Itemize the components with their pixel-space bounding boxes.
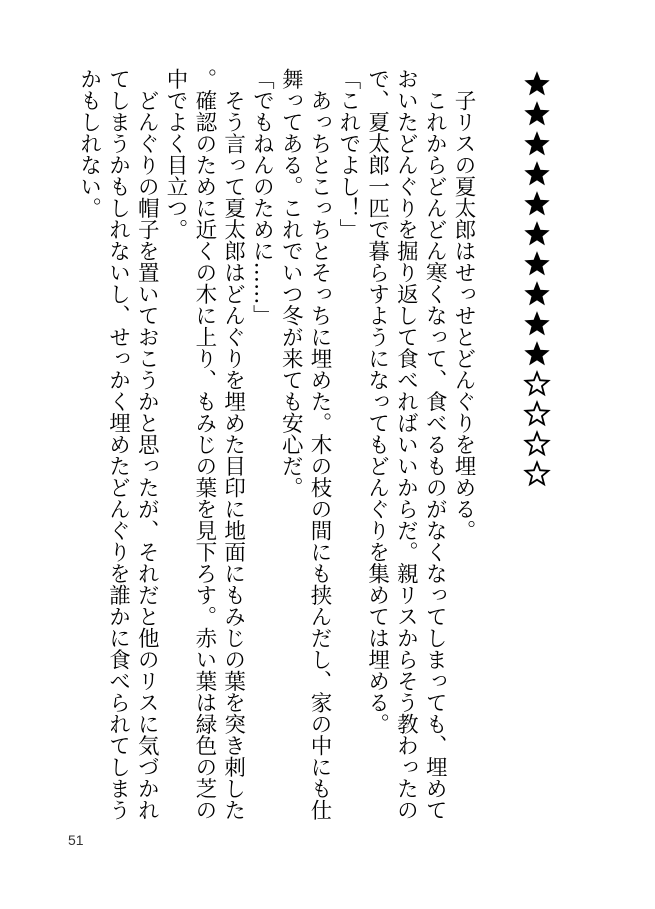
star-filled-icon <box>523 250 551 278</box>
star-filled-icon <box>523 130 551 158</box>
star-filled-icon <box>523 100 551 128</box>
star-outline-icon <box>523 370 551 398</box>
star-outline-icon <box>523 430 551 458</box>
star-outline-icon <box>523 460 551 488</box>
star-filled-icon <box>523 280 551 308</box>
paragraph: どんぐりの帽子を置いておこうかと思ったが、それだと他のリスに気づかれてしまうかもしれないし、せっかく埋めたどんぐりを誰かに食べられてしまうかもしれない。 <box>76 68 160 821</box>
star-filled-icon <box>523 160 551 188</box>
star-outline-icon <box>523 400 551 428</box>
paragraph: そう言って夏太郎はどんぐりを埋めた目印に地面にもみじの葉を突き刺した。確認のために近くの木に上り、もみじの葉を見下ろす。赤い葉は緑色の芝の中でよく目立つ。 <box>163 68 246 821</box>
body-text <box>74 68 477 828</box>
page-number: 51 <box>68 832 84 848</box>
paragraph: 「でもねんのために……」 <box>249 68 275 326</box>
rating-stars <box>520 70 554 490</box>
star-filled-icon <box>523 340 551 368</box>
star-filled-icon <box>523 70 551 98</box>
paragraph: 「これでよし！」 <box>335 68 361 240</box>
paragraph: あっちとこっちとそっちに埋めた。木の枝の間にも挟んだし、家の中にも仕舞ってある。これでいつ冬が来ても安心だ。 <box>278 68 333 821</box>
star-filled-icon <box>523 310 551 338</box>
star-filled-icon <box>523 220 551 248</box>
star-filled-icon <box>523 190 551 218</box>
paragraph: 子リスの夏太郎はせっせとどんぐりを埋める。 <box>451 68 476 541</box>
paragraph: これからどんどん寒くなって、食べるものがなくなってしまっても、埋めておいたどんぐりを掘り返して食べればいいからだ。親リスからそう教わったので、夏太郎一匹で暮らすようになってもどんぐりを集めては埋める。 <box>364 68 448 821</box>
